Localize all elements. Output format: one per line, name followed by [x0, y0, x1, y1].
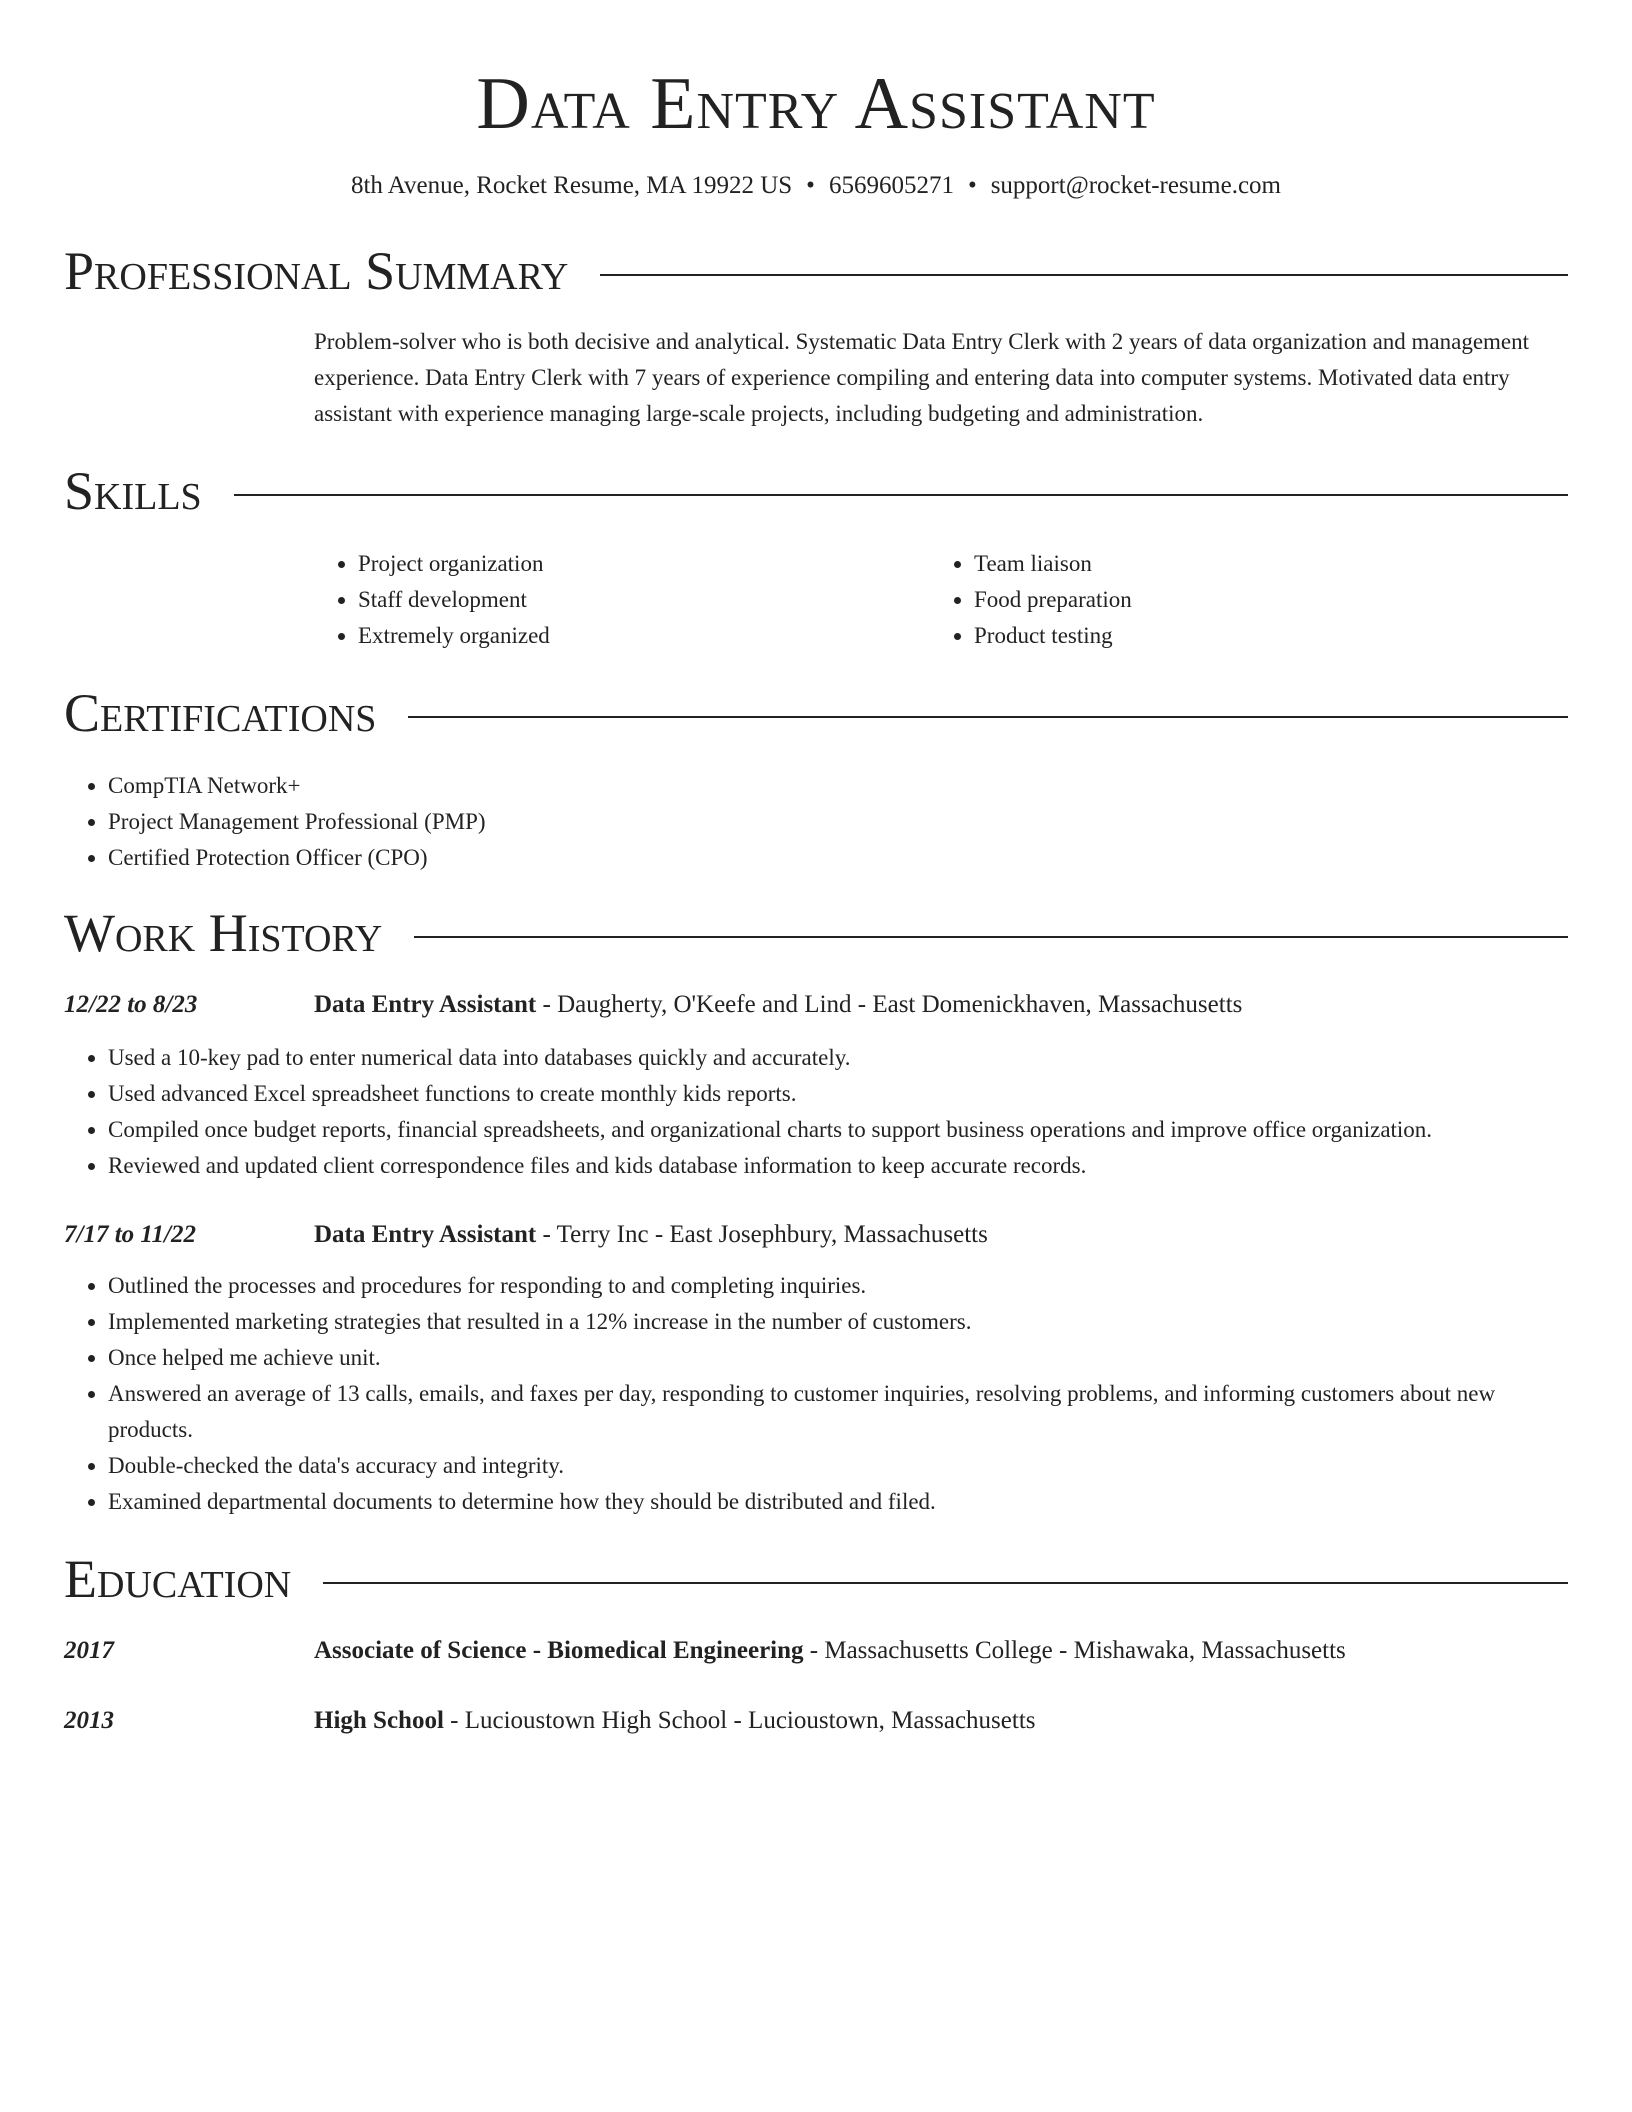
summary-section-header	[64, 236, 1568, 306]
skill-item: • Extremely organized	[358, 618, 930, 654]
skills-section-header	[64, 456, 1568, 526]
job-details: - Daugherty, O'Keefe and Lind - East Domenickhaven, Massachusetts	[536, 991, 1243, 1018]
resume-page	[64, 0, 1568, 1738]
section-divider	[600, 274, 1568, 276]
job-bullet: • Compiled once budget reports, financial spreadsheets, and organizational charts to support business operations and improve office organization.	[108, 1112, 1568, 1148]
job-bullet: • Outlined the processes and procedures for responding to and completing inquiries.	[108, 1268, 1568, 1304]
education-line	[314, 1634, 1346, 1668]
education-details: - Lucioustown High School - Lucioustown, Massachusetts	[443, 1707, 1036, 1734]
work-history-section-header	[64, 898, 1568, 968]
certification-item: • Certified Protection Officer (CPO)	[108, 840, 1568, 876]
skills-column-left	[314, 546, 930, 654]
certification-item: • CompTIA Network+	[108, 768, 1568, 804]
skills-heading: Skills	[64, 461, 202, 521]
contact-separator: •	[806, 172, 815, 199]
job-bullets	[64, 1040, 1568, 1184]
skills-column-right	[930, 546, 1546, 654]
job-dates: 12/22 to 8/23	[64, 991, 198, 1018]
skill-item: • Staff development	[358, 582, 930, 618]
summary-text: Problem-solver who is both decisive and analytical. Systematic Data Entry Clerk with 2 years of data organization and management experience. Data Entry Clerk with 7 years of experience compiling and entering data into computer systems. Motivated data entry assistant with experience managing large-scale projects, including budgeting and administration.	[314, 329, 1530, 426]
job-bullet: • Once helped me achieve unit.	[108, 1340, 1568, 1376]
certifications-heading: Certifications	[64, 683, 377, 743]
education-section-header	[64, 1544, 1568, 1614]
education-degree: Associate of Science - Biomedical Engineering	[314, 1637, 804, 1664]
job-entry	[64, 1218, 1568, 1252]
education-details: - Massachusetts College - Mishawaka, Massachusetts	[803, 1637, 1346, 1664]
job-bullet: • Used a 10-key pad to enter numerical data into databases quickly and accurately.	[108, 1040, 1568, 1076]
contact-separator: •	[967, 172, 977, 199]
phone-text: 6569605271	[828, 172, 954, 199]
education-heading: Education	[64, 1549, 292, 1609]
certifications-list	[64, 768, 1568, 876]
job-title-line	[314, 988, 1242, 1022]
job-dates: 7/17 to 11/22	[64, 1221, 196, 1248]
job-bullet: • Reviewed and updated client correspondence files and kids database information to keep accurate records.	[108, 1148, 1568, 1184]
skills-list	[314, 546, 1568, 654]
section-divider	[408, 716, 1568, 718]
skill-item: • Product testing	[974, 618, 1546, 654]
work-history-heading: Work History	[64, 903, 383, 963]
education-year: 2017	[64, 1637, 114, 1664]
summary-heading: Professional Summary	[64, 241, 569, 301]
skill-item: • Project organization	[358, 546, 930, 582]
job-bullet: • Implemented marketing strategies that resulted in a 12% increase in the number of customers.	[108, 1304, 1568, 1340]
education-entry	[64, 1634, 1568, 1668]
education-year: 2013	[64, 1707, 114, 1734]
certifications-section-header	[64, 678, 1568, 748]
education-entry	[64, 1704, 1568, 1738]
job-bullets	[64, 1268, 1568, 1520]
candidate-name: Data Entry Assistant	[476, 63, 1156, 145]
job-details: - Terry Inc - East Josephbury, Massachusetts	[536, 1221, 988, 1248]
job-bullet: • Double-checked the data's accuracy and integrity.	[108, 1448, 1568, 1484]
skill-item: • Team liaison	[974, 546, 1546, 582]
job-role: Data Entry Assistant	[314, 1221, 537, 1248]
email-text: support@rocket-resume.com	[990, 172, 1281, 199]
section-divider	[323, 1582, 1568, 1584]
job-bullet: • Examined departmental documents to determine how they should be distributed and filed.	[108, 1484, 1568, 1520]
skill-item: • Food preparation	[974, 582, 1546, 618]
certification-item: • Project Management Professional (PMP)	[108, 804, 1568, 840]
address-text: 8th Avenue, Rocket Resume, MA 19922 US	[350, 172, 793, 199]
contact-line	[64, 170, 1568, 202]
section-divider	[234, 494, 1568, 496]
education-degree: High School	[314, 1707, 444, 1734]
job-bullet: • Answered an average of 13 calls, emails, and faxes per day, responding to customer inquiries, resolving problems, and informing customers about new products.	[108, 1376, 1568, 1448]
section-divider	[414, 936, 1568, 938]
job-title-line	[314, 1218, 988, 1252]
education-line	[314, 1704, 1036, 1738]
job-role: Data Entry Assistant	[314, 991, 537, 1018]
job-entry	[64, 988, 1568, 1022]
job-bullet: • Used advanced Excel spreadsheet functions to create monthly kids reports.	[108, 1076, 1568, 1112]
